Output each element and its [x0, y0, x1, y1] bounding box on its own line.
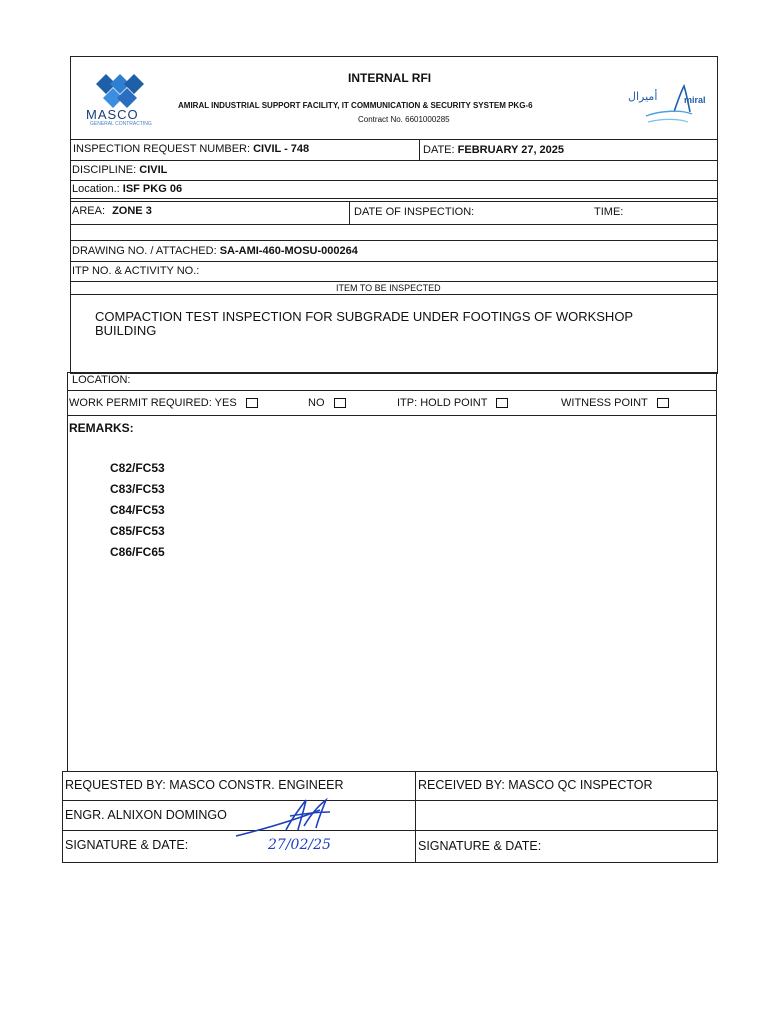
item-description-line1: COMPACTION TEST INSPECTION FOR SUBGRADE UNDER FOOTINGS OF WORKSHOP [95, 309, 634, 324]
signature-date-right: SIGNATURE & DATE: [418, 839, 542, 853]
itp-hold-point-checkbox[interactable] [496, 398, 508, 408]
work-permit-field: WORK PERMIT REQUIRED: YES [69, 398, 258, 409]
item-description-line2: BUILDING [95, 323, 157, 338]
signature-date-left: SIGNATURE & DATE: [65, 838, 189, 852]
engineer-name: ENGR. ALNIXON DOMINGO [65, 808, 227, 822]
form-title: INTERNAL RFI [348, 71, 432, 85]
time-label: TIME: [594, 206, 624, 218]
witness-field: WITNESS POINT [561, 398, 669, 409]
requested-by: REQUESTED BY: MASCO CONSTR. ENGINEER [65, 778, 344, 792]
drawing-value: SA-AMI-460-MOSU-000264 [219, 245, 358, 257]
masco-subtext: GENERAL CONTRACTING [90, 121, 152, 127]
remarks-label: REMARKS: [69, 421, 134, 435]
area-value: ZONE 3 [112, 205, 152, 217]
project-title: AMIRAL INDUSTRIAL SUPPORT FACILITY, IT COMMUNICATION & SECURITY SYSTEM PKG-6 [178, 101, 533, 110]
amiral-logo [626, 82, 712, 128]
remark-item: C83/FC53 [110, 482, 165, 496]
location-label: LOCATION: [72, 374, 131, 386]
handwritten-date: 27/02/25 [268, 837, 331, 853]
drawing-field: DRAWING NO. / ATTACHED: SA-AMI-460-MOSU-000264 [72, 245, 358, 257]
masco-logo [84, 70, 154, 130]
amiral-logo-icon [626, 82, 712, 128]
item-to-inspect-header: ITEM TO BE INSPECTED [336, 283, 441, 293]
amiral-brand: miral [684, 95, 706, 105]
work-permit-no-checkbox[interactable] [334, 398, 346, 408]
masco-diamond-logo-icon [84, 70, 154, 112]
location-field: Location.: ISF PKG 06 [72, 183, 183, 195]
remark-item: C82/FC53 [110, 461, 165, 475]
date-of-inspection-label: DATE OF INSPECTION: [354, 206, 475, 218]
remark-item: C86/FC65 [110, 545, 165, 559]
itp-hold-field: ITP: HOLD POINT [397, 398, 508, 409]
date-value: FEBRUARY 27, 2025 [457, 144, 565, 156]
discipline-field: DISCIPLINE: CIVIL [72, 164, 168, 176]
masco-brand: MASCO [86, 107, 139, 122]
itp-field: ITP NO. & ACTIVITY NO.: [72, 265, 200, 277]
no-field: NO [308, 398, 346, 409]
inspection-request-field: INSPECTION REQUEST NUMBER: CIVIL - 748 [73, 143, 310, 155]
inspection-request-number: CIVIL - 748 [253, 143, 310, 155]
remark-item: C85/FC53 [110, 524, 165, 538]
received-by: RECEIVED BY: MASCO QC INSPECTOR [418, 778, 653, 792]
remark-item: C84/FC53 [110, 503, 165, 517]
location-value: ISF PKG 06 [122, 183, 183, 195]
witness-point-checkbox[interactable] [657, 398, 669, 408]
date-field: DATE: FEBRUARY 27, 2025 [423, 144, 565, 156]
amiral-arabic: أميرال [628, 91, 658, 103]
work-permit-yes-checkbox[interactable] [246, 398, 258, 408]
contract-number: Contract No. 6601000285 [358, 115, 450, 124]
discipline-value: CIVIL [139, 164, 168, 176]
area-field: AREA: ZONE 3 [72, 205, 152, 217]
